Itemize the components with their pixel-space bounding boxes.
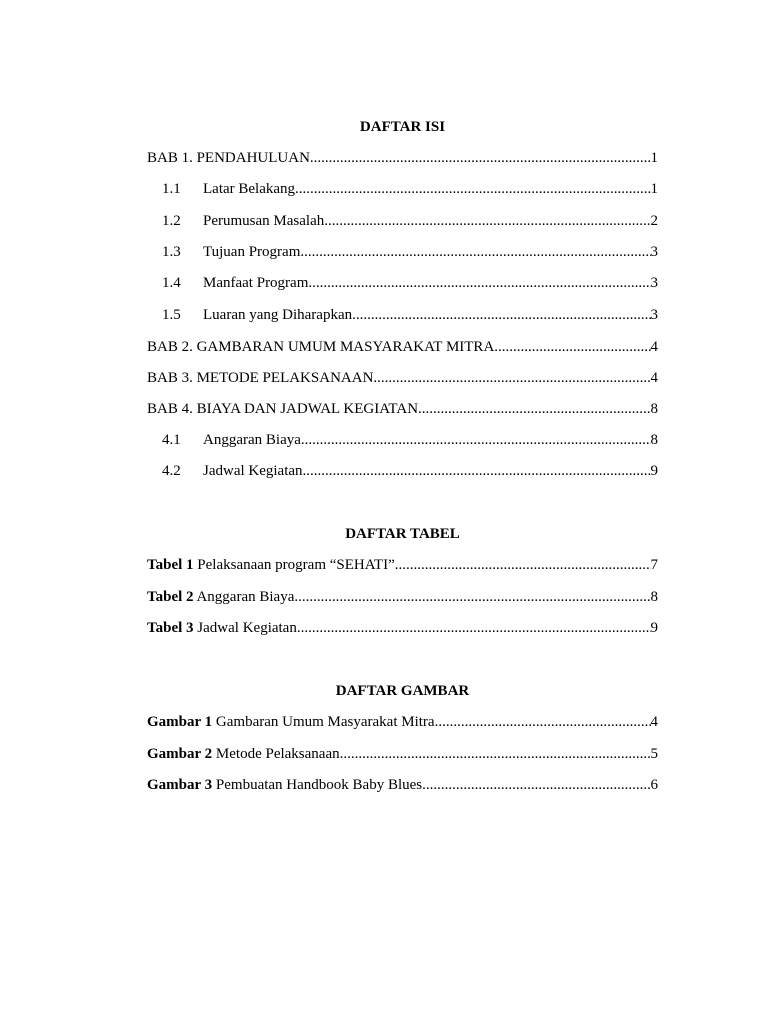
toc-entry-number: 4.1 bbox=[162, 432, 181, 448]
dot-leader bbox=[308, 274, 650, 292]
figure-entry-title: Pembuatan Handbook Baby Blues bbox=[212, 777, 423, 793]
dot-leader bbox=[301, 431, 651, 449]
tables-heading: DAFTAR TABEL bbox=[345, 526, 460, 542]
toc-entry-title: Tujuan Program bbox=[203, 244, 301, 260]
toc-entry-title: Latar Belakang bbox=[203, 181, 296, 197]
toc-heading: DAFTAR ISI bbox=[359, 119, 446, 135]
toc-entry-page: 2 bbox=[650, 213, 658, 229]
dot-leader bbox=[295, 180, 650, 198]
figure-entry-1[interactable] bbox=[147, 713, 658, 731]
toc-entry-page: 8 bbox=[650, 432, 658, 448]
toc-entry-page: 3 bbox=[650, 275, 658, 291]
table-entry-title: Jadwal Kegiatan bbox=[193, 620, 297, 636]
dot-leader bbox=[310, 149, 651, 167]
figure-entry-title: Metode Pelaksanaan bbox=[212, 746, 340, 762]
toc-entry-number: 4.2 bbox=[162, 463, 181, 479]
table-entry-page: 7 bbox=[650, 557, 658, 573]
toc-entry-4-2[interactable] bbox=[162, 462, 658, 480]
table-entry-3[interactable] bbox=[147, 619, 658, 637]
dot-leader bbox=[340, 745, 651, 763]
table-entry-1[interactable] bbox=[147, 556, 658, 574]
toc-entry-title: Anggaran Biaya bbox=[203, 432, 301, 448]
figures-heading: DAFTAR GAMBAR bbox=[335, 683, 470, 699]
toc-entry-page: 3 bbox=[650, 244, 658, 260]
dot-leader bbox=[324, 212, 650, 230]
toc-entry-1-5[interactable] bbox=[162, 306, 658, 324]
figure-entry-page: 6 bbox=[650, 777, 658, 793]
dot-leader bbox=[422, 776, 650, 794]
toc-entry-page: 3 bbox=[650, 307, 658, 323]
toc-entry-number: 1.4 bbox=[162, 275, 181, 291]
toc-entry-page: 1 bbox=[650, 181, 658, 197]
figure-entry-page: 5 bbox=[650, 746, 658, 762]
table-entry-title: Anggaran Biaya bbox=[193, 589, 295, 605]
toc-entry-title: Luaran yang Diharapkan bbox=[203, 307, 353, 323]
figure-entry-label: Gambar 1 bbox=[147, 714, 213, 730]
figure-entry-3[interactable] bbox=[147, 776, 658, 794]
toc-entry-number: 1.3 bbox=[162, 244, 181, 260]
toc-entry-title: BAB 1. PENDAHULUAN bbox=[147, 150, 310, 166]
table-entry-label: Tabel 1 bbox=[147, 557, 194, 573]
toc-entry-1-3[interactable] bbox=[162, 243, 658, 261]
dot-leader bbox=[494, 338, 650, 356]
toc-entry-bab-1[interactable] bbox=[147, 149, 658, 167]
toc-entry-bab-4[interactable] bbox=[147, 400, 658, 418]
figure-entry-2[interactable] bbox=[147, 745, 658, 763]
table-entry-2[interactable] bbox=[147, 588, 658, 606]
toc-entry-title: Perumusan Masalah bbox=[203, 213, 325, 229]
table-entry-page: 9 bbox=[650, 620, 658, 636]
toc-entry-title: BAB 4. BIAYA DAN JADWAL KEGIATAN bbox=[147, 401, 419, 417]
table-entry-page: 8 bbox=[650, 589, 658, 605]
toc-entry-number: 1.1 bbox=[162, 181, 181, 197]
dot-leader bbox=[352, 306, 650, 324]
toc-entry-title: Manfaat Program bbox=[203, 275, 309, 291]
table-entry-label: Tabel 2 bbox=[147, 589, 194, 605]
toc-entry-4-1[interactable] bbox=[162, 431, 658, 449]
dot-leader bbox=[297, 619, 651, 637]
toc-entry-page: 8 bbox=[650, 401, 658, 417]
toc-entry-number: 1.2 bbox=[162, 213, 181, 229]
toc-entry-bab-2[interactable] bbox=[147, 338, 658, 356]
figure-entry-page: 4 bbox=[650, 714, 658, 730]
dot-leader bbox=[303, 462, 651, 480]
toc-entry-title: Jadwal Kegiatan bbox=[203, 463, 303, 479]
dot-leader bbox=[373, 369, 650, 387]
table-entry-label: Tabel 3 bbox=[147, 620, 194, 636]
figure-entry-label: Gambar 2 bbox=[147, 746, 213, 762]
toc-entry-title: BAB 3. METODE PELAKSANAAN bbox=[147, 370, 374, 386]
table-entry-title: Pelaksanaan program “SEHATI” bbox=[193, 557, 395, 573]
toc-entry-page: 1 bbox=[650, 150, 658, 166]
dot-leader bbox=[395, 556, 651, 574]
dot-leader bbox=[294, 588, 650, 606]
toc-entry-title: BAB 2. GAMBARAN UMUM MASYARAKAT MITRA bbox=[147, 339, 495, 355]
toc-entry-number: 1.5 bbox=[162, 307, 181, 323]
dot-leader bbox=[435, 713, 651, 731]
figure-entry-title: Gambaran Umum Masyarakat Mitra bbox=[212, 714, 435, 730]
toc-entry-page: 4 bbox=[650, 370, 658, 386]
dot-leader bbox=[418, 400, 650, 418]
dot-leader bbox=[300, 243, 650, 261]
toc-entry-1-4[interactable] bbox=[162, 274, 658, 292]
toc-entry-page: 4 bbox=[650, 339, 658, 355]
toc-entry-bab-3[interactable] bbox=[147, 369, 658, 387]
toc-entry-page: 9 bbox=[650, 463, 658, 479]
toc-entry-1-2[interactable] bbox=[162, 212, 658, 230]
figure-entry-label: Gambar 3 bbox=[147, 777, 213, 793]
toc-entry-1-1[interactable] bbox=[162, 180, 658, 198]
